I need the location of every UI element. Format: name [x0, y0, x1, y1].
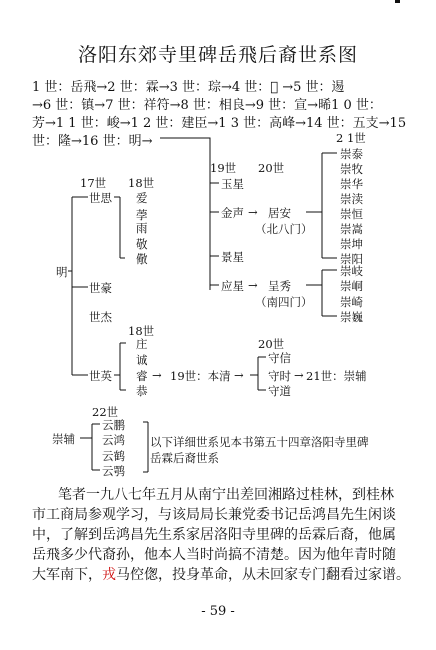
node-shiying-son: 诚: [136, 353, 148, 367]
node-chongfu-21: 21世：崇辅: [306, 369, 367, 383]
node-shisi: 世思: [89, 191, 112, 205]
node-benqing: 19世：本清: [170, 369, 231, 383]
node-shisi-son: 敬: [136, 237, 148, 251]
gen-21-label: 2 1世: [336, 131, 366, 145]
node-gen21: 崇巍: [340, 310, 363, 324]
node-gen22: 云鸿: [102, 433, 125, 447]
node-ming: 明: [56, 265, 68, 279]
node-shisi-son: 雨: [136, 221, 148, 235]
node-yuxing: 玉星: [221, 177, 244, 191]
node-gen21: 崇峒: [340, 279, 363, 293]
node-shisi-son: 儆: [136, 252, 148, 266]
node-shiying-son: 恭: [136, 384, 148, 398]
gen-19-label: 19世: [210, 161, 237, 175]
gen-17-label: 17世: [80, 176, 107, 190]
node-chengxiu: 呈秀: [268, 279, 291, 293]
gen-20-label: 20世: [258, 161, 285, 175]
node-gen21: 崇崎: [340, 295, 363, 309]
node-jinsheng: 金声: [221, 206, 244, 220]
gen-20-label-lower: 20世: [258, 337, 285, 351]
node-gen21: 崇华: [340, 177, 363, 191]
gen-18-label-lower: 18世: [128, 324, 155, 338]
node-yingxing: 应星: [221, 279, 244, 293]
body-paragraph-line: 中，了解到岳鸿昌先生系家居洛阳寺里碑的岳霖后裔，他属: [32, 527, 396, 543]
body-paragraph-last-line: [32, 564, 410, 584]
last-line-post: 马倥偬，投身革命，从未回家专门翻看过家谱。: [116, 567, 410, 583]
node-shijie: 世杰: [89, 310, 112, 324]
node-shiying-son: 睿: [136, 369, 148, 383]
arrow-yingxing: →: [248, 278, 258, 292]
genealogy-line-1: 1 世：岳飛→2 世：霖→3 世：琮→4 世：𧦬 →5 世：逷: [32, 80, 345, 95]
node-gen21: 崇岐: [340, 264, 363, 278]
node-shiying-son: 庄: [136, 337, 148, 351]
node-gen22: 云鹏: [102, 418, 125, 432]
node-gen21: 崇嵩: [340, 222, 363, 236]
node-gen22: 云鹤: [102, 449, 125, 463]
gen-18-label: 18世: [128, 176, 155, 190]
node-gen22: 云鹗: [102, 464, 125, 478]
body-paragraph-line: 市工商局参观学习，与该局局长兼党委书记岳鸿昌先生闲谈: [32, 507, 396, 523]
node-chongfu: 崇辅: [52, 432, 75, 446]
node-shoushi: 守时: [268, 369, 291, 383]
body-paragraph-line-1: 笔者一九八七年五月从南宁出差回湘路过桂林，到桂林: [58, 487, 394, 503]
page-number: - 59 -: [201, 604, 235, 619]
arrow-rui: →: [152, 368, 162, 382]
page-title: 洛阳东郊寺里碑岳飛后裔世系图: [77, 44, 358, 66]
arrow-jinsheng: →: [248, 205, 258, 219]
node-jingxing: 景星: [221, 250, 244, 264]
body-paragraph-line: 岳飛多少代裔孙，他本人当时尚搞不清楚。因为他年青时随: [32, 547, 396, 563]
node-gen21: 崇阳: [340, 252, 363, 266]
label-nansimen: （南四门）: [255, 295, 313, 309]
genealogy-line-2: →6 世：镇→7 世：祥符→8 世：相良→9 世：宣→晞1 0 世：: [32, 98, 382, 113]
node-shisi-son: 爱: [136, 191, 148, 205]
node-gen21: 崇恒: [340, 207, 363, 221]
node-shiying: 世英: [89, 369, 112, 383]
gen-22-label: 22世: [92, 405, 119, 419]
node-gen21: 崇牧: [340, 162, 363, 176]
arrow-shoushi: →: [294, 368, 304, 382]
chart-note-line-2: 岳霖后裔世系: [150, 451, 219, 465]
chart-note-line-1: 以下详细世系见本书第五十四章洛阳寺里碑: [150, 435, 369, 449]
node-shouxin: 守信: [268, 351, 291, 365]
node-shisi-son: 荸: [136, 208, 148, 222]
genealogy-line-3: 芳→1 1 世：峻→1 2 世：建臣→1 3 世：高峰→14 世：五支→15: [32, 116, 407, 131]
node-juan: 居安: [268, 206, 291, 220]
red-char: 戎: [102, 567, 116, 583]
genealogy-line-4: 世：隆→16 世：明→: [32, 134, 153, 149]
node-gen21: 崇渎: [340, 192, 363, 206]
arrow-benqing: →: [234, 368, 244, 382]
last-line-pre: 大军南下，: [32, 567, 102, 583]
node-shoudao: 守道: [268, 384, 291, 398]
label-beibamen: （北八门）: [255, 222, 313, 236]
node-shihao: 世豪: [89, 281, 112, 295]
node-gen21: 崇坤: [340, 237, 363, 251]
node-gen21: 崇泰: [340, 147, 363, 161]
